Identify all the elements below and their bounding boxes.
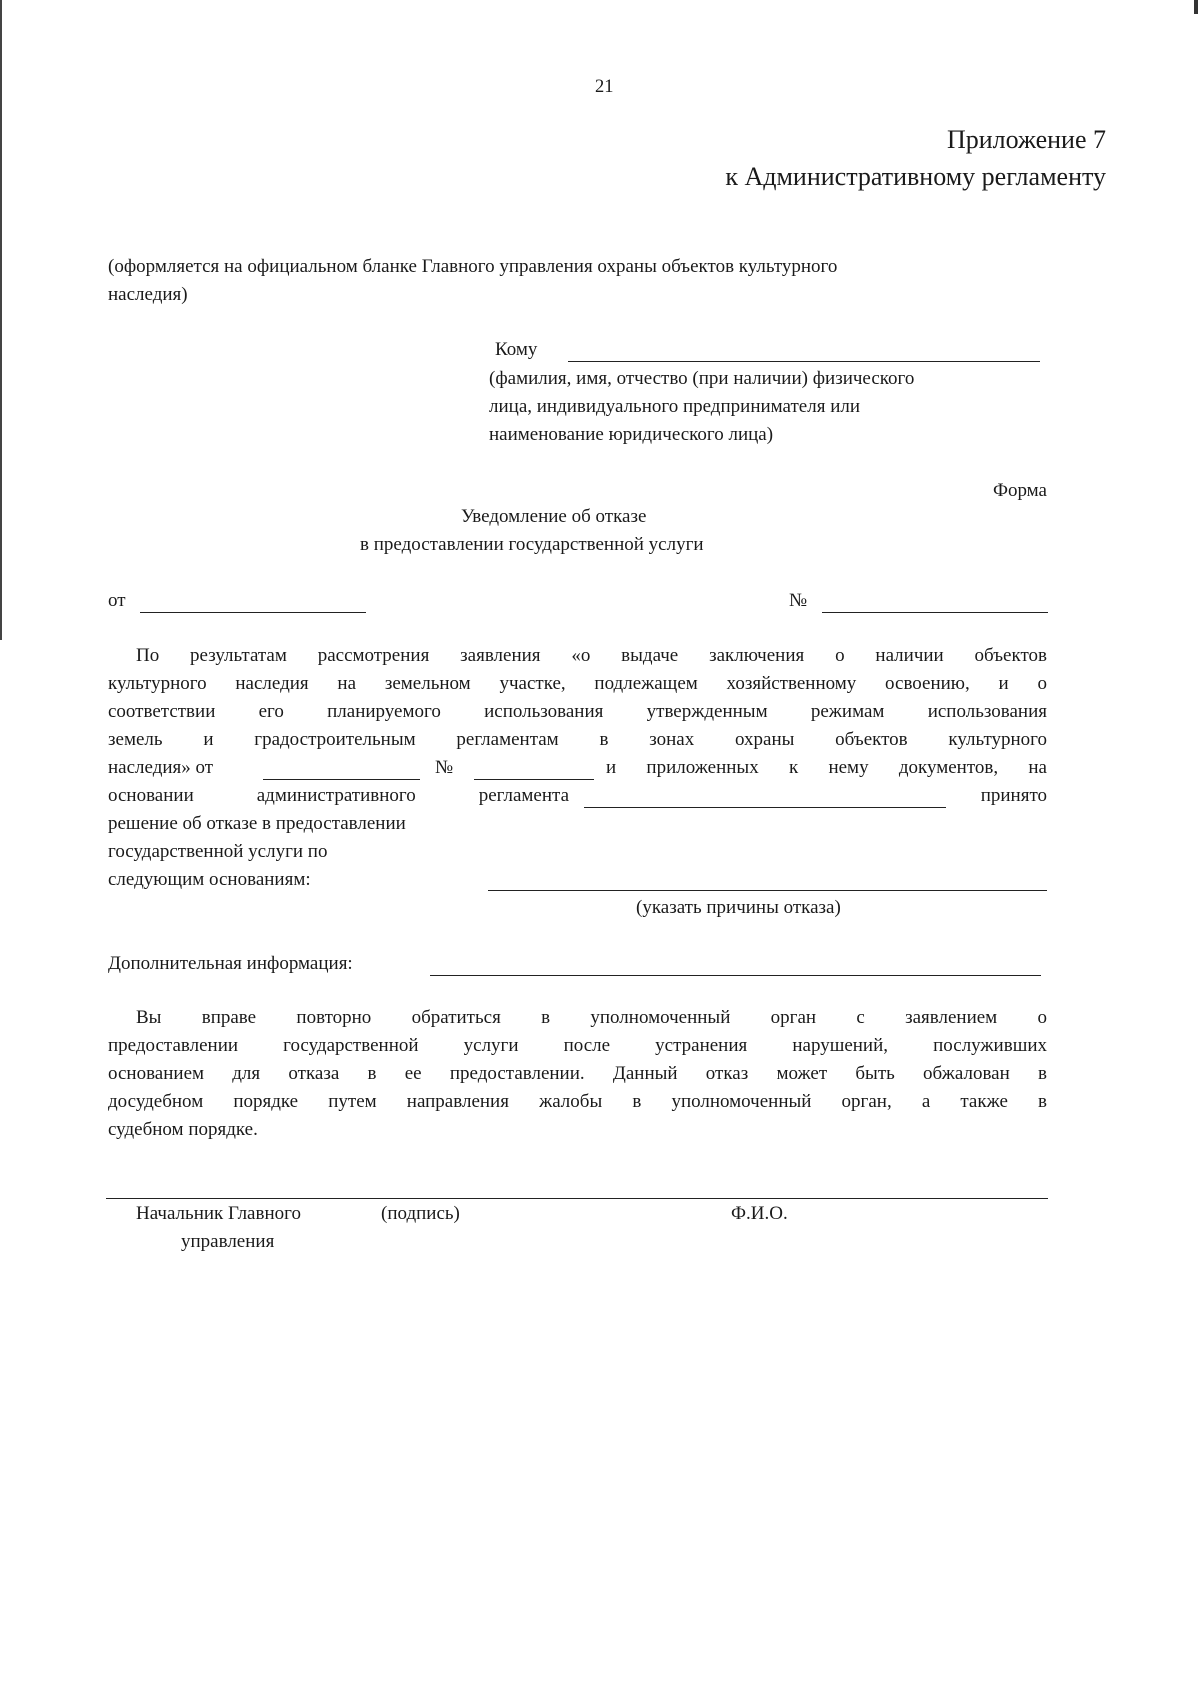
scan-edge-left <box>0 0 2 640</box>
body-line-5-end: и приложенных к нему документов, на <box>606 757 1047 778</box>
body-line-6-start: основании административного регламента <box>108 785 569 806</box>
refusal-reasons-field[interactable] <box>488 890 1047 891</box>
recipient-hint-line-3: наименование юридического лица) <box>489 424 774 445</box>
body-line-8: государственной услуги по <box>108 841 328 862</box>
form-label: Форма <box>992 480 1047 501</box>
notice-line-2: предоставлении государственной услуги после устранения нарушений, послуживших <box>108 1035 1047 1056</box>
body-line-1: По результатам рассмотрения заявления «о выдаче заключения о наличии объектов <box>136 645 1047 666</box>
signature-position-line-1: Начальник Главного <box>136 1203 301 1224</box>
regulation-field[interactable] <box>584 807 946 808</box>
body-line-9: следующим основаниям: <box>108 869 311 890</box>
recipient-label: Кому <box>495 339 538 360</box>
additional-info-field[interactable] <box>430 975 1041 976</box>
scan-edge-mark <box>1194 0 1198 14</box>
recipient-field[interactable] <box>568 361 1040 362</box>
body-line-7: решение об отказе в предоставлении <box>108 813 406 834</box>
body-line-4: земель и градостроительным регламентам в зонах охраны объектов культурного <box>108 729 1047 750</box>
signature-divider <box>106 1198 1048 1199</box>
body-line-2: культурного наследия на земельном участке, подлежащем хозяйственному освоению, и о <box>108 673 1047 694</box>
body-line-3: соответствии его планируемого использования утвержденным режимам использования <box>108 701 1047 722</box>
body-line-5-number-sign: № <box>435 757 454 778</box>
notice-title-line-2: в предоставлении государственной услуги <box>360 534 704 555</box>
additional-info-label: Дополнительная информация: <box>108 953 353 974</box>
page-number: 21 <box>595 77 614 97</box>
notice-line-3: основанием для отказа в ее предоставлении. Данный отказ может быть обжалован в <box>108 1063 1047 1084</box>
number-label: № <box>789 590 808 611</box>
notice-line-5: судебном порядке. <box>108 1119 258 1140</box>
body-line-5-start: наследия» от <box>108 757 214 778</box>
appendix-subtitle: к Административному регламенту <box>725 162 1106 191</box>
recipient-hint-line-1: (фамилия, имя, отчество (при наличии) физического <box>489 368 915 389</box>
body-line-6-end: принято <box>980 785 1047 806</box>
notice-title-line-1: Уведомление об отказе <box>461 506 647 527</box>
application-number-field[interactable] <box>474 779 594 780</box>
application-date-field[interactable] <box>263 779 420 780</box>
date-label: от <box>108 590 126 611</box>
date-field[interactable] <box>140 612 366 613</box>
notice-line-1: Вы вправе повторно обратиться в уполномоченный орган с заявлением о <box>136 1007 1047 1028</box>
appendix-title: Приложение 7 <box>946 125 1106 154</box>
number-field[interactable] <box>822 612 1048 613</box>
blank-note-line-1: (оформляется на официальном бланке Главного управления охраны объектов культурного <box>108 256 838 277</box>
signature-name-label: Ф.И.О. <box>731 1203 788 1224</box>
signature-label: (подпись) <box>381 1203 460 1224</box>
notice-line-4: досудебном порядке путем направления жалобы в уполномоченный орган, а также в <box>108 1091 1047 1112</box>
recipient-hint-line-2: лица, индивидуального предпринимателя или <box>489 396 861 417</box>
signature-position-line-2: управления <box>181 1231 275 1252</box>
blank-note-line-2: наследия) <box>108 284 188 305</box>
refusal-reasons-hint: (указать причины отказа) <box>636 897 841 918</box>
